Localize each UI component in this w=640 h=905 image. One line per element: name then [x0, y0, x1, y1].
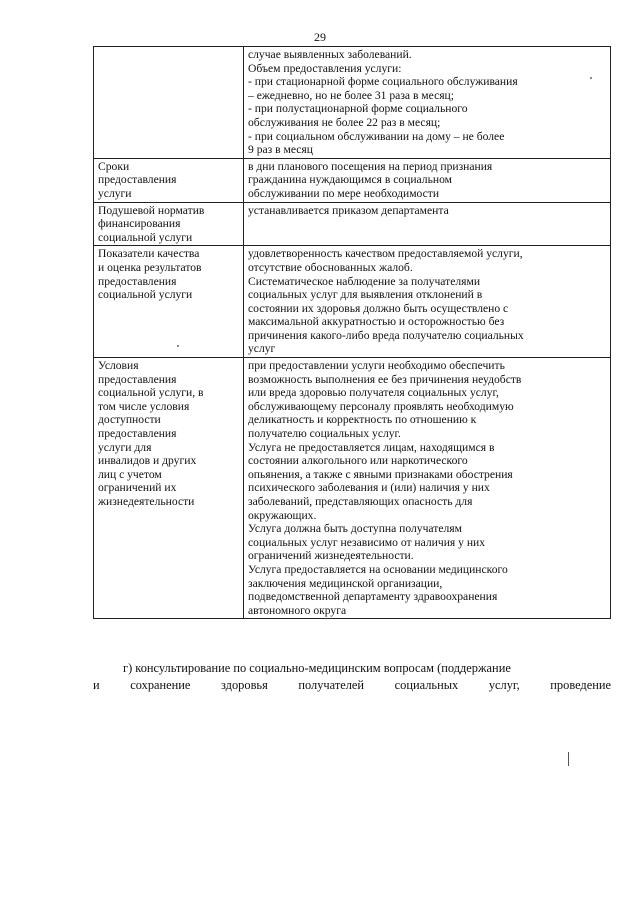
table-row — [94, 47, 611, 159]
section-paragraph-line-1: г) консультирование по социально-медицинским вопросам (поддержание — [123, 661, 511, 675]
row-name-line: Сроки — [98, 159, 130, 173]
row-name-cell — [94, 246, 244, 358]
section-paragraph-line-2: и сохранение здоровья получателей социальных услуг, проведение — [93, 678, 611, 692]
row-content-line: автономного округа — [248, 603, 347, 617]
row-content-line: - при социальном обслуживании на дому – не более — [248, 129, 505, 143]
row-name-line: услуги — [98, 186, 132, 200]
row-name-cell — [94, 202, 244, 246]
row-name-line: доступности — [98, 413, 161, 427]
row-content-line: ограничений жизнедеятельности. — [248, 549, 414, 563]
row-content-line: гражданина нуждающимся в социальном — [248, 173, 452, 187]
services-table — [93, 46, 611, 619]
row-content-line: психического заболевания и (или) наличия у них — [248, 481, 490, 495]
row-content-line: обслуживания не более 22 раз в месяц; — [248, 115, 441, 129]
row-content-cell — [244, 358, 611, 619]
row-content-line: заболеваний, представляющих опасность для — [248, 495, 473, 508]
row-content-line: обслуживании по мере необходимости — [248, 186, 440, 200]
row-content-line: обслуживающему персоналу проявлять необходимую — [248, 399, 514, 413]
row-content-cell — [244, 47, 611, 159]
row-content-line: состоянии их здоровья должно быть осуществлено с — [248, 301, 509, 315]
row-name-line: Показатели качества — [98, 247, 200, 261]
table-row — [94, 358, 611, 619]
row-name-line: услуги для — [98, 440, 152, 454]
row-name-line: Подушевой норматив — [98, 203, 205, 217]
row-name-line: лиц с учетом — [98, 467, 162, 481]
row-content-line: причинения какого-либо вреда получателю социальных — [248, 328, 524, 342]
row-content-line: Объем предоставления услуги: — [248, 61, 402, 75]
row-name-line: том числе условия — [98, 399, 190, 413]
row-content-line: 9 раз в месяц — [248, 143, 313, 157]
row-content-line: – ежедневно, но не более 31 раза в месяц; — [248, 88, 454, 102]
row-name-line: Условия — [98, 359, 139, 373]
row-content-line: заключения медицинской организации, — [248, 576, 443, 590]
row-content-line: окружающих. — [248, 508, 317, 522]
row-content-line: случае выявленных заболеваний. — [248, 48, 412, 61]
row-name-line: социальной услуги, в — [98, 386, 204, 400]
row-content-cell — [244, 202, 611, 246]
row-content-line: в дни планового посещения на период признания — [248, 159, 493, 173]
row-content-line: или вреда здоровью получателя социальных услуг, — [248, 386, 499, 400]
row-content-line: социальных услуг для выявления отклонений в — [248, 288, 483, 302]
scan-speck — [590, 77, 592, 79]
row-name-cell — [94, 158, 244, 202]
row-content-line: - при полустационарной форме социального — [248, 102, 468, 116]
row-content-line: социальных услуг независимо от наличия у них — [248, 535, 486, 549]
row-content-cell — [244, 246, 611, 358]
row-name-line: предоставления — [98, 274, 177, 288]
row-name-line: социальной услуги — [98, 288, 193, 302]
row-content-line: опьянения, а также с явными признаками обострения — [248, 467, 513, 481]
row-content-line: услуг — [248, 342, 276, 356]
row-name-line: предоставления — [98, 427, 177, 441]
row-name-cell — [94, 358, 244, 619]
row-content-line: Услуга предоставляется на основании медицинского — [248, 562, 508, 576]
row-content-line: Систематическое наблюдение за получателями — [248, 274, 481, 288]
row-content-line: состоянии алкогольного или наркотического — [248, 454, 468, 468]
margin-mark — [568, 752, 569, 766]
row-content-line: - при стационарной форме социального обслуживания — [248, 75, 518, 89]
table-row — [94, 202, 611, 246]
table-row — [94, 158, 611, 202]
row-content-line: удовлетворенность качеством предоставляемой услуги, — [248, 247, 523, 261]
row-content-line: получателю социальных услуг. — [248, 427, 401, 441]
row-content-line: Услуга должна быть доступна получателям — [248, 522, 462, 536]
row-name-line: социальной услуги — [98, 230, 193, 244]
row-name-line: жизнедеятельности — [98, 495, 195, 508]
scan-speck — [177, 345, 179, 347]
row-name-cell — [94, 47, 244, 159]
row-name-line: финансирования — [98, 217, 181, 231]
row-name-line: и оценка результатов — [98, 260, 202, 274]
row-content-line: максимальной аккуратностью и осторожностью без — [248, 315, 505, 329]
row-name-line: инвалидов и других — [98, 454, 197, 468]
row-name-line: предоставления — [98, 173, 177, 187]
row-name-line: предоставления — [98, 372, 177, 386]
row-content-line: отсутствие обоснованных жалоб. — [248, 260, 413, 274]
table-row — [94, 246, 611, 358]
row-content-line: при предоставлении услуги необходимо обеспечить — [248, 359, 505, 373]
row-content-line: Услуга не предоставляется лицам, находящимся в — [248, 440, 495, 454]
row-content-line: устанавливается приказом департамента — [248, 203, 449, 217]
row-content-cell — [244, 158, 611, 202]
row-content-line: деликатность и корректность по отношению к — [248, 413, 477, 427]
row-name-line: ограничений их — [98, 481, 177, 495]
row-content-line: возможность выполнения ее без причинения неудобств — [248, 372, 522, 386]
page-number: 29 — [314, 30, 326, 44]
row-content-line: подведомственной департаменту здравоохранения — [248, 590, 498, 604]
